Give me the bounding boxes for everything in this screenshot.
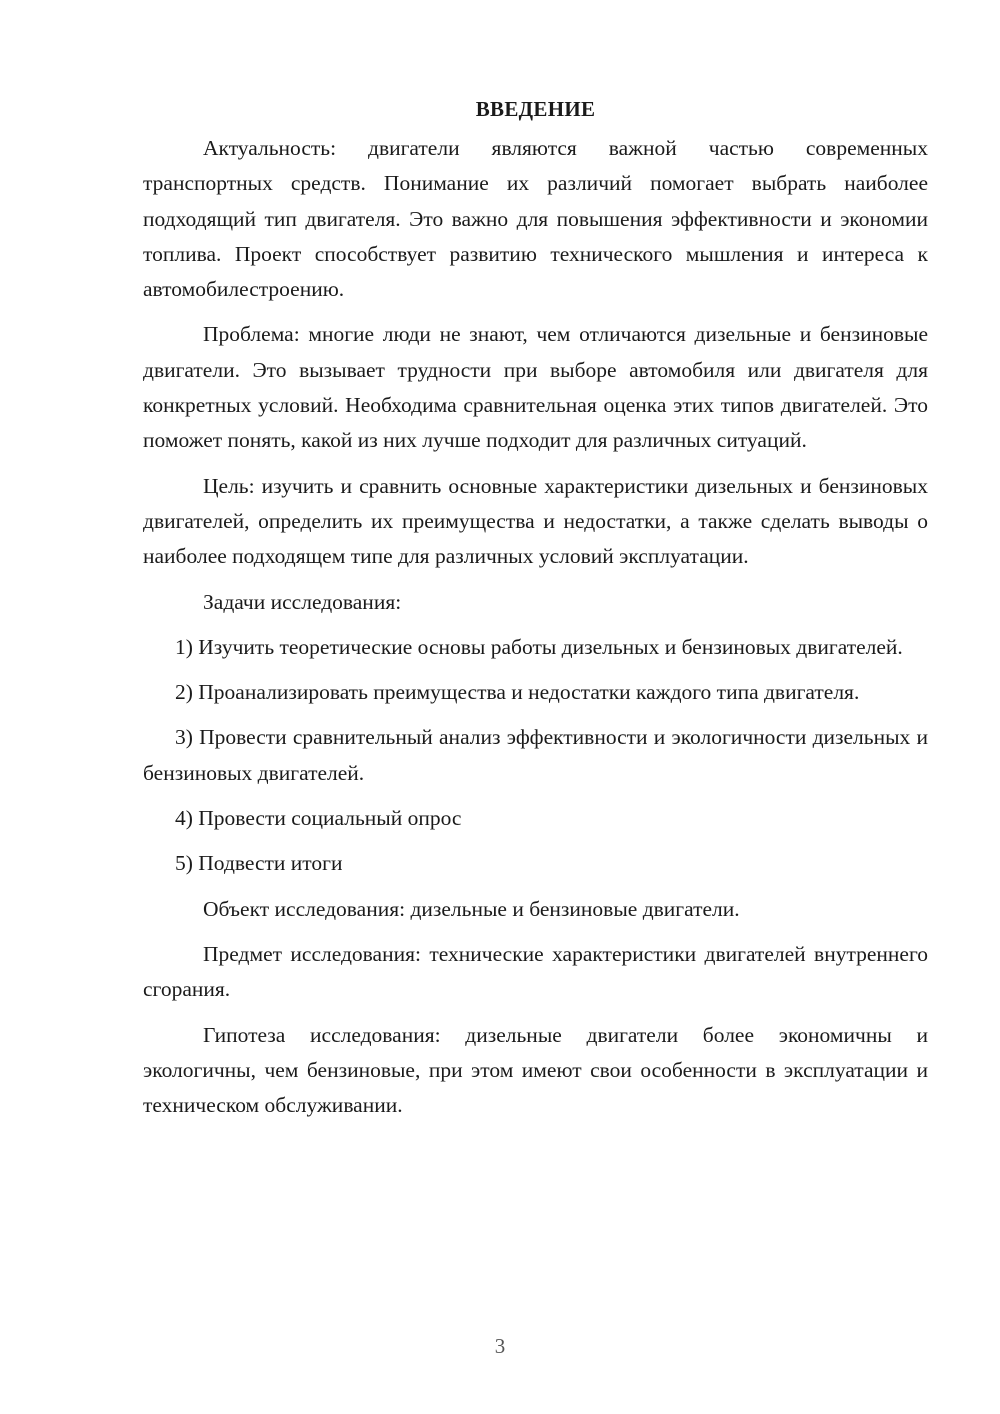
task-item: 5) Подвести итоги <box>175 851 343 876</box>
paragraph-object: Объект исследования: дизельные и бензиновые двигатели. <box>203 896 740 921</box>
task-item: 1) Изучить теоретические основы работы дизельных и бензиновых двигателей. <box>175 634 903 659</box>
paragraph-problem: Проблема: многие люди не знают, чем отличаются дизельные и бензиновые двигатели. Это вызывает трудности при выборе автомобиля или двигателя для конкретных условий. Необходима сравнительная оценка этих типов двигателей. Это поможет понять, какой из них лучше подходит для различных ситуаций. <box>143 322 928 453</box>
paragraph-subject: Предмет исследования: технические характеристики двигателей внутреннего сгорания. <box>143 941 928 1002</box>
task-item: 2) Проанализировать преимущества и недостатки каждого типа двигателя. <box>175 680 860 705</box>
document-page <box>143 92 928 1133</box>
page-title: ВВЕДЕНИЕ <box>475 97 596 121</box>
paragraph-tasks-heading: Задачи исследования: <box>203 589 402 614</box>
task-item: 3) Провести сравнительный анализ эффективности и экологичности дизельных и бензиновых двигателей. <box>143 725 928 785</box>
task-item: 4) Провести социальный опрос <box>175 806 462 831</box>
paragraph-hypothesis: Гипотеза исследования: дизельные двигатели более экономичны и экологичны, чем бензиновые, при этом имеют свои особенности в эксплуатации и техническом обслуживании. <box>143 1022 928 1118</box>
paragraph-goal: Цель: изучить и сравнить основные характеристики дизельных и бензиновых двигателей, определить их преимущества и недостатки, а также сделать выводы о наиболее подходящем типе для различных условий эксплуатации. <box>143 473 928 569</box>
page-number: 3 <box>494 1334 506 1358</box>
paragraph-relevance: Актуальность: двигатели являются важной частью современных транспортных средств. Понимание их различий помогает выбрать наиболее подходящий тип двигателя. Это важно для повышения эффективности и экономии топлива. Проект способствует развитию технического мышления и интереса к автомобилестроению. <box>143 136 928 302</box>
